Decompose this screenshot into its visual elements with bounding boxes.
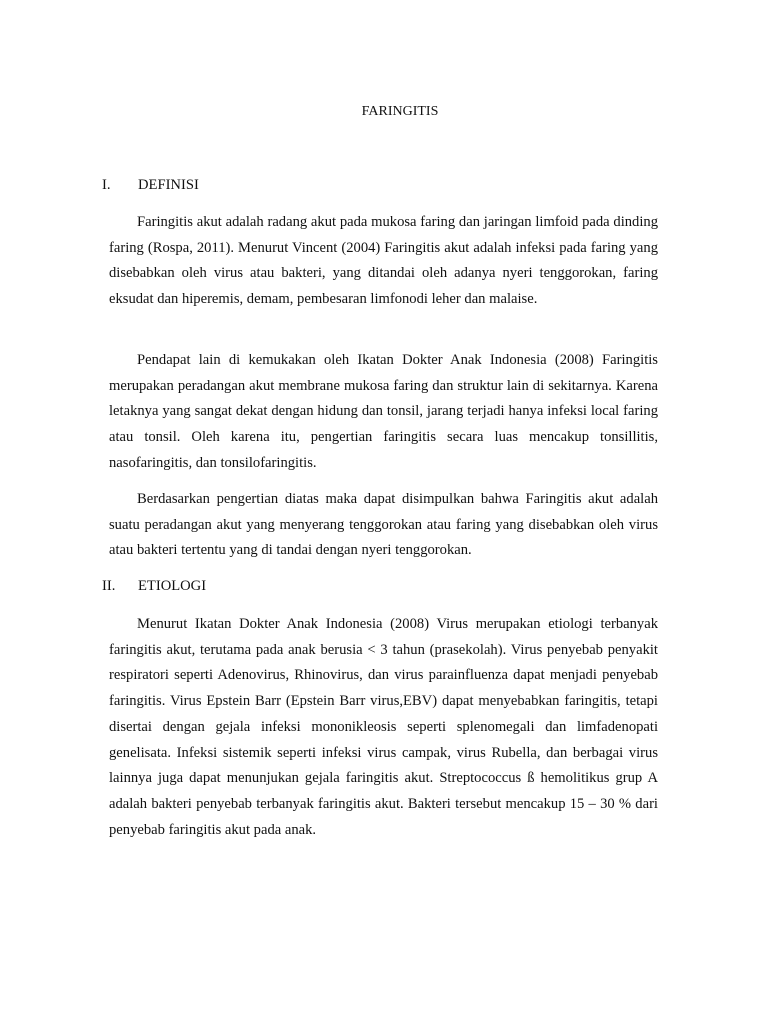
paragraph: Menurut Ikatan Dokter Anak Indonesia (2008) Virus merupakan etiologi terbanyak faringitis akut, terutama pada anak berusia < 3 tahun (prasekolah). Virus penyebab penyakit respiratori seperti Adenovirus, Rhinovirus, dan virus parainfluenza dapat menjadi penyebab faringitis. Virus Epstein Barr (Epstein Barr virus,EBV) dapat menyebabkan faringitis, tetapi disertai dengan gejala infeksi mononikleosis seperti splenomegali dan limfadenopati genelisata. Infeksi sistemik seperti infeksi virus campak, virus Rubella, dan berbagai virus lainnya juga dapat menunjukan gejala faringitis akut. Streptococcus ß hemolitikus grup A adalah bakteri penyebab terbanyak faringitis akut. Bakteri tersebut mencakup 15 – 30 % dari penyebab faringitis akut pada anak. xyxy=(109,616,658,838)
paragraph: Faringitis akut adalah radang akut pada mukosa faring dan jaringan limfoid pada dinding faring (Rospa, 2011). Menurut Vincent (2004) Faringitis akut adalah infeksi pada faring yang disebabkan oleh virus atau bakteri, yang ditandai oleh adanya nyeri tenggorokan, faring eksudat dan hiperemis, demam, pembesaran limfonodi leher dan malaise. xyxy=(109,214,658,308)
section-number: II. xyxy=(102,578,116,594)
section-title: DEFINISI xyxy=(138,177,199,193)
document-title: FARINGITIS xyxy=(361,104,439,119)
section-title: ETIOLOGI xyxy=(138,578,207,594)
paragraph: Berdasarkan pengertian diatas maka dapat disimpulkan bahwa Faringitis akut adalah suatu peradangan akut yang menyerang tenggorokan atau faring yang disebabkan oleh virus atau bakteri tertentu yang di tandai dengan nyeri tenggorokan. xyxy=(109,491,658,559)
paragraph: Pendapat lain di kemukakan oleh Ikatan Dokter Anak Indonesia (2008) Faringitis merupakan peradangan akut membrane mukosa faring dan struktur lain di sekitarnya. Karena letaknya yang sangat dekat dengan hidung dan tonsil, jarang terjadi hanya infeksi local faring atau tonsil. Oleh karena itu, pengertian faringitis secara luas mencakup tonsillitis, nasofaringitis, dan tonsilofaringitis. xyxy=(109,352,658,471)
section-number: I. xyxy=(102,177,111,193)
